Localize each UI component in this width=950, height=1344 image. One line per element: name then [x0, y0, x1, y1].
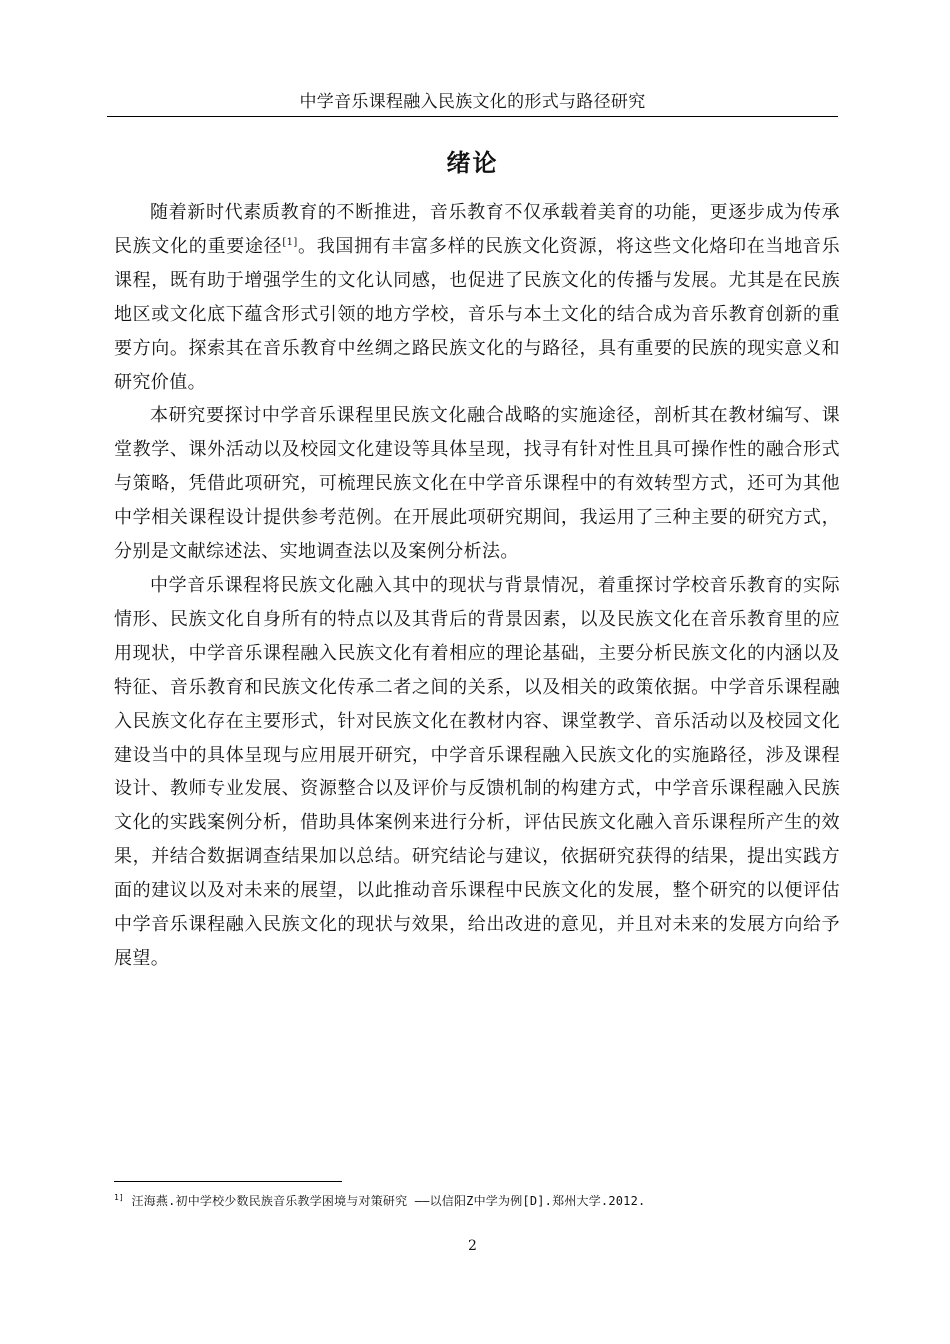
page-number: 2 [468, 1238, 477, 1254]
paragraph-1-text-a: 随着新时代素质教育的不断推进，音乐教育不仅承载着美育的功能，更逐步成为传承民族文化的重要途径 [114, 202, 840, 257]
paragraph-1-text-b: 。我国拥有丰富多样的民族文化资源，将这些文化烙印在当地音乐课程，既有助于增强学生的文化认同感，也促进了民族文化的传播与发展。尤其是在民族地区或文化底下蕴含形式引领的地方学校，音乐与本土文化的结合成为音乐教育创新的重要方向。探索其在音乐教育中丝绸之路民族文化的与路径，具有重要的民族的现实意义和研究价值。 [114, 235, 840, 393]
footnote [114, 1192, 840, 1210]
body-text [114, 196, 840, 976]
footnote-divider [114, 1181, 342, 1182]
header-divider [107, 116, 838, 117]
chapter-title: 绪论 [446, 149, 499, 177]
footnote-text: 汪海燕.初中学校少数民族音乐教学困境与对策研究 ——以信阳Z中学为例[D].郑州大学.2012. [124, 1194, 646, 1208]
footnote-mark: 1] [114, 1193, 125, 1202]
paragraph-3: 中学音乐课程将民族文化融入其中的现状与背景情况，着重探讨学校音乐教育的实际情形、民族文化自身所有的特点以及其背后的背景因素，以及民族文化在音乐教育里的应用现状，中学音乐课程融入民族文化有着相应的理论基础，主要分析民族文化的内涵以及特征、音乐教育和民族文化传承二者之间的关系，以及相关的政策依据。中学音乐课程融入民族文化存在主要形式，针对民族文化在教材内容、课堂教学、音乐活动以及校园文化建设当中的具体呈现与应用展开研究，中学音乐课程融入民族文化的实施路径，涉及课程设计、教师专业发展、资源整合以及评价与反馈机制的构建方式，中学音乐课程融入民族文化的实践案例分析，借助具体案例来进行分析，评估民族文化融入音乐课程所产生的效果，并结合数据调查结果加以总结。研究结论与建议，依据研究获得的结果，提出实践方面的建议以及对未来的展望，以此推动音乐课程中民族文化的发展，整个研究的以便评估中学音乐课程融入民族文化的现状与效果，给出改进的意见，并且对未来的发展方向给予展望。 [114, 574, 840, 969]
running-header: 中学音乐课程融入民族文化的形式与路径研究 [299, 92, 646, 112]
paragraph-1 [114, 196, 840, 399]
footnote-reference[interactable]: [1] [282, 236, 298, 248]
paragraph-2: 本研究要探讨中学音乐课程里民族文化融合战略的实施途径，剖析其在教材编写、课堂教学、课外活动以及校园文化建设等具体呈现，找寻有针对性且具可操作性的融合形式与策略，凭借此项研究，可梳理民族文化在中学音乐课程中的有效转型方式，还可为其他中学相关课程设计提供参考范例。在开展此项研究期间，我运用了三种主要的研究方式，分别是文献综述法、实地调查法以及案例分析法。 [114, 405, 840, 563]
